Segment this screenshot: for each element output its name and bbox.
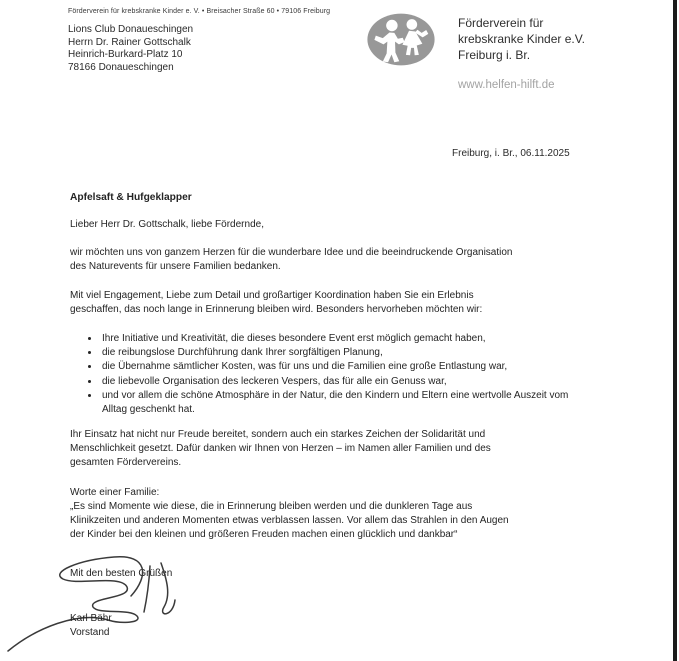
signer-role: Vorstand (70, 627, 110, 638)
paragraph-line: des Naturevents für unsere Familien bedanken. (70, 261, 281, 273)
org-name-line: Freiburg i. Br. (458, 48, 531, 62)
date-line: Freiburg, i. Br., 06.11.2025 (452, 148, 570, 159)
recipient-line: Herrn Dr. Rainer Gottschalk (68, 36, 191, 48)
paragraph-line: Ihr Einsatz hat nicht nur Freude bereitet, sondern auch ein starkes Zeichen der Solidarität und (70, 429, 486, 440)
return-address-line: Förderverein für krebskranke Kinder e. V. • Breisacher Straße 60 • 79106 Freiburg (68, 8, 331, 15)
paragraph-thanks (70, 246, 513, 274)
quote-line: „Es sind Momente wie diese, die in Erinnerung bleiben werden und die dunkleren Tage aus (70, 501, 473, 512)
org-website: www.helfen-hilft.de (458, 79, 555, 91)
paragraph-line: Menschlichkeit gesetzt. Dafür danken wir Ihnen von Herzen – im Namen aller Familien und des (70, 443, 491, 455)
bullet-item: • die reibungslose Durchführung dank Ihrer sorgfältigen Planung, (100, 346, 585, 360)
highlight-list (70, 332, 585, 417)
recipient-line: Lions Club Donaueschingen (68, 24, 194, 35)
paragraph-engagement (70, 289, 482, 317)
signer-name: Karl Bähr (70, 613, 112, 624)
paragraph-solidarity (70, 428, 491, 471)
paragraph-line: gesamten Fördervereins. (70, 457, 182, 469)
org-name-line: Förderverein für (458, 16, 544, 30)
paragraph-line: Mit viel Engagement, Liebe zum Detail und großartiger Koordination haben Sie ein Erlebnis (70, 290, 474, 301)
salutation: Lieber Herr Dr. Gottschalk, liebe Fördernde, (70, 219, 264, 230)
quote-line: Klinikzeiten und anderen Momenten etwas verblassen lassen. Vor allem das Strahlen in den Augen (70, 515, 509, 527)
recipient-line: Heinrich-Burkard-Platz 10 (68, 49, 183, 61)
paragraph-line: wir möchten uns von ganzem Herzen für die wunderbare Idee und die beeindruckende Organisation (70, 247, 513, 258)
bullet-item: • die Übernahme sämtlicher Kosten, was für uns und die Familien eine große Entlastung war, (100, 360, 585, 374)
scan-edge-bar (673, 0, 677, 661)
recipient-address (68, 24, 193, 74)
bullet-item: • die liebevolle Organisation des leckeren Vespers, das für alle ein Genuss war, (100, 375, 585, 389)
bullet-item: • Ihre Initiative und Kreativität, die dieses besondere Event erst möglich gemacht haben, (100, 332, 585, 346)
children-logo-icon (366, 10, 436, 69)
org-name-line: krebskranke Kinder e.V. (458, 32, 585, 46)
quote-line: der Kinder bei den kleinen und größeren Freuden machen einen glücklich und dankbar“ (70, 529, 458, 541)
recipient-line: 78166 Donaueschingen (68, 61, 174, 73)
family-words-label: Worte einer Familie: (70, 487, 160, 498)
subject-line: Apfelsaft & Hufgeklapper (70, 192, 192, 203)
handwritten-signature (0, 548, 200, 661)
org-name (458, 15, 585, 63)
bullet-item: • und vor allem die schöne Atmosphäre in der Natur, die den Kindern und Eltern eine wertvolle Auszeit vom Alltag geschenkt hat. (100, 389, 585, 417)
paragraph-line: geschaffen, das noch lange in Erinnerung bleiben wird. Besonders hervorheben möchten wir: (70, 304, 483, 316)
closing-line: Mit den besten Grüßen (70, 568, 173, 579)
family-quote (70, 500, 509, 543)
